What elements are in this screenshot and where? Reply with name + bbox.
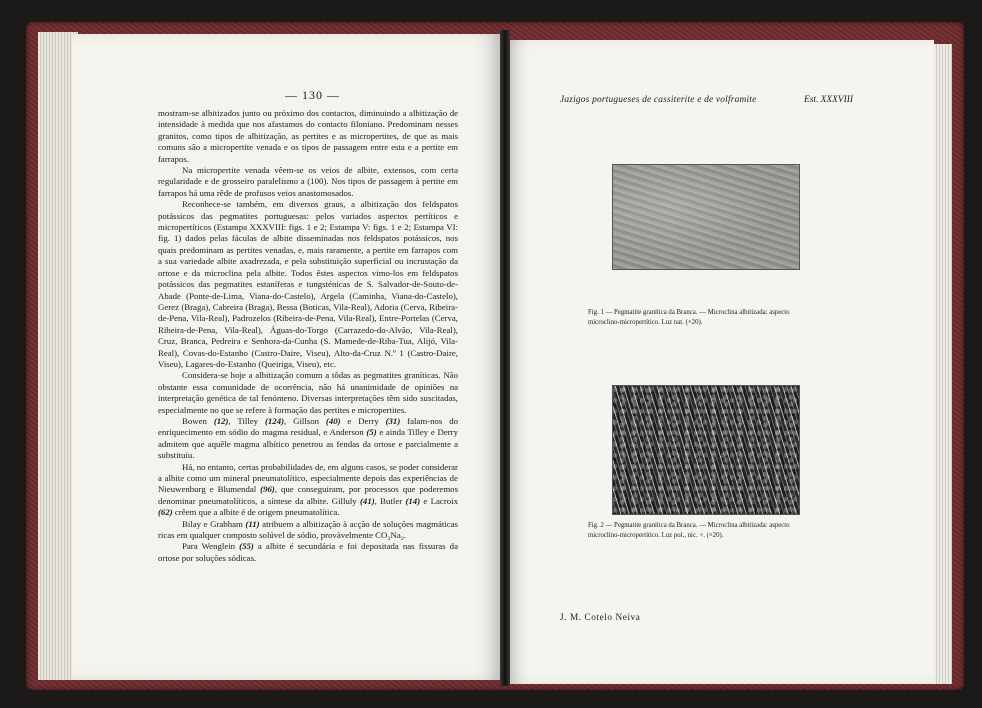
book-gutter (500, 30, 510, 686)
reference: (55) (239, 541, 254, 552)
reference: (31) (385, 415, 401, 426)
paragraph: mostram-se albitizados junto ou próximo dos contactos, diminuindo a albitização de intensidade à medida que nos afastamos do contacto filoniano. Predominam nesses granitos, como tipos de albitização, as pertites e as micropertites, de que as mais comuns são a micropertite venada e os tipos de passagem entre esta e a pertite em farrapos. (158, 108, 458, 164)
paragraph: Bilay e Grabham (11) atribuem a albitização à acção de soluções magmáticas ricas em qualquer composto solúvel de sódio, provàvelmente CO₃Na₂. (158, 518, 458, 541)
reference: (62) (158, 507, 173, 518)
micrograph-figure-2 (612, 385, 800, 515)
plate-label: Est. XXXVIII (804, 95, 853, 105)
reference: (96) (260, 484, 275, 495)
reference: (124) (264, 415, 285, 426)
reference: (11) (245, 518, 260, 529)
reference: (40) (325, 415, 341, 426)
author-name: J. M. Cotelo Neiva (560, 612, 641, 622)
paragraph: Há, no entanto, certas probabilidades de, em alguns casos, se poder considerar a albite como um mineral pneumatolítico, especialmente depois das experiências de Nieuwenburg e Blumendal (96), que conseguiram, por processos que poderemos denominar pneumatolíticos, a síntese da albite. Gilluly (41), Butler (14) e Lacroix (62) crêem que a albite é de origem pneumatolítica. (158, 461, 459, 518)
page-number: — 130 — (285, 88, 340, 102)
reference: (5) (366, 427, 377, 438)
reference: (41) (360, 495, 375, 506)
figure-2-caption: Fig. 2 — Pegmatite granítica da Branca. — Microclina albitizada: aspecto microclino-micropertítico. Luz pol., nic. +. (×20). (588, 522, 790, 539)
micrograph-figure-1 (612, 164, 800, 270)
paragraph: Reconhece-se também, em diversos graus, a albitização dos feldspatos potássicos das pegmatites portuguesas: pelos variados aspectos pertíticos e micropertíticos (Estampa XXXVIII: figs. 1 e 2; Estampa V: figs. 1 e 2; Estampa VI: fig. 1) dados pelas fáculas de albite disseminadas nos feldspatos potássicos, nos quais predominam as pertites venadas, e, mais raramente, a pertite em farrapos com a sua variedade albite axadrezada, e pela substituição superficial ou incrustação da ortose e da microclina pela albite. Todos êstes aspectos vimo-los em feldspatos potássicos das pegmatites estaníferas e tungsténicas de S. Salvador-de-Souto-de-Abade (Ponte-de-Lima, Viana-do-Castelo), Argela (Caminha, Viana-do-Castelo), Gerez (Braga), Cabreira (Braga), Bessa (Boticas, Vila-Real), Adoria (Cerva, Ribeira-de-Pena, Vila-Real), Padrozelos (Ribeira-de-Pena, Vila-Real), Entre-Portelas (Cerva, Ribeira-de-Pena, Vila-Real), Águas-do-Torgo (Carrazedo-do-Alvão, Vila-Real), Cruz, Branca, Pedreira e Senhora-da-Cunha (S. Mamede-de-Riba-Tua, Alijó, Vila-Real), Covas-do-Estanho (Castro-Daire, Viseu), Alto-da-Cruz N.º 1 (Castro-Daire, Viseu), Lagares-do-Estanho (Queiriga, Viseu), etc. (158, 199, 458, 369)
right-page (506, 40, 934, 684)
figure-1-caption: Fig. 1 — Pegmatite granítica da Branca. — Microclina albitizada: aspecto microclino-micropertítico. Luz nat. (×20). (588, 309, 790, 326)
paragraph: Na micropertite venada vêem-se os veios de albite, extensos, com certa regularidade e de grosseiro paralelismo a (100). Nos tipos de passagem à pertite em farrapos há uma rêde de profusos veios anastomosados. (158, 165, 458, 198)
paragraph: Considera-se hoje a albitização comum a tôdas as pegmatites graníticas. Não obstante essa comunidade de ocorrência, não há unanimidade de opiniões na interpretação genética de tal fenómeno. Diversas interpretações têm sido suscitadas, especialmente no que se refere à formação das pertites e micropertites. (158, 370, 458, 415)
paragraph: Para Wenglein (55) a albite é secundária e foi depositada nas fissuras da ortose por soluções sódicas. (158, 541, 458, 563)
running-header-title: Jazigos portugueses de cassiterite e de volframite (560, 95, 757, 105)
reference: (12) (213, 415, 229, 426)
reference: (14) (405, 495, 421, 506)
body-text (158, 108, 458, 564)
paragraph: Bowen (12), Tilley (124), Gillson (40) e Derry (31) falam-nos do enriquecimento em sódio do magma residual, e Anderson (5) e ainda Tilley e Derry admitem que aquêle magma albítico penetrou as fendas da ortose e parcialmente a substituíu. (158, 415, 458, 461)
